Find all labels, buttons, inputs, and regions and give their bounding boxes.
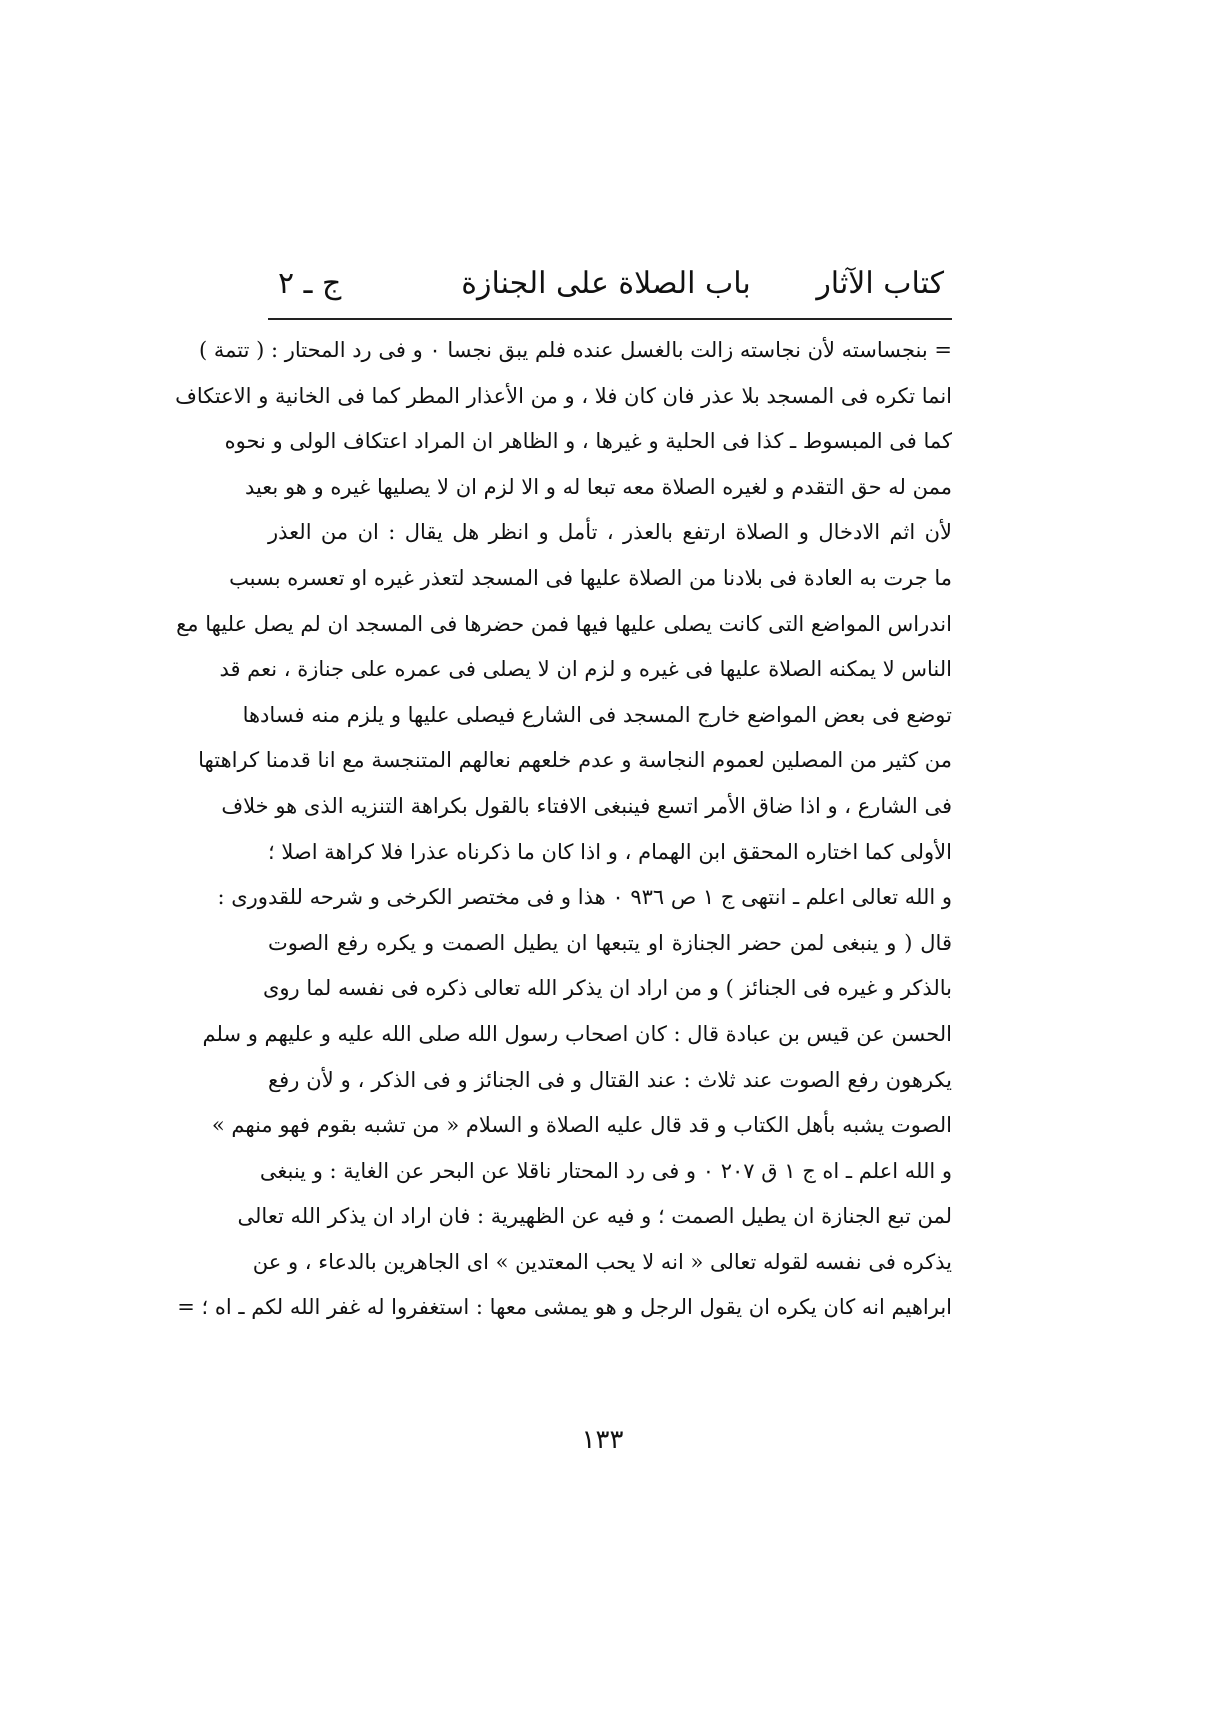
text-line: فى الشارع ، و اذا ضاق الأمر اتسع فينبغى الافتاء بالقول بكراهة التنزيه الذى هو خلاف xyxy=(221,793,952,818)
text-line: و الله اعلم ـ اه ج ١ ق ٢٠٧ ٠ و فى رد المحتار ناقلا عن البحر عن الغاية : و ينبغى xyxy=(259,1158,952,1183)
chapter-title: باب الصلاة على الجنازة xyxy=(461,266,751,301)
volume-label: ج ـ ٢ xyxy=(278,266,342,301)
text-line: انما تكره فى المسجد بلا عذر فان كان فلا ، و من الأعذار المطر كما فى الخانية و الاعتكاف xyxy=(175,383,952,408)
body-text xyxy=(175,328,952,1331)
text-line: يكرهون رفع الصوت عند ثلاث : عند القتال و فى الجنائز و فى الذكر ، و لأن رفع xyxy=(268,1067,952,1092)
text-line: = بنجساسته لأن نجاسته زالت بالغسل عنده فلم يبق نجسا ٠ و فى رد المحتار : ( تتمة ) xyxy=(198,338,952,362)
text-line: توضع فى بعض المواضع خارج المسجد فى الشارع فيصلى عليها و يلزم منه فسادها xyxy=(242,702,952,727)
text-line: الناس لا يمكنه الصلاة عليها فى غيره و لزم ان لا يصلى فى عمره على جنازة ، نعم قد xyxy=(219,657,952,682)
text-line: ممن له حق التقدم و لغيره الصلاة معه تبعا له و الا لزم ان لا يصليها غيره و هو بعيد xyxy=(244,474,952,499)
text-line: الحسن عن قيس بن عبادة قال : كان اصحاب رسول الله صلى الله عليه و عليهم و سلم xyxy=(202,1021,952,1046)
text-line: من كثير من المصلين لعموم النجاسة و عدم خلعهم نعالهم المتنجسة مع انا قدمنا كراهتها xyxy=(198,748,952,773)
text-line: قال ( و ينبغى لمن حضر الجنازة او يتبعها ان يطيل الصمت و يكره رفع الصوت xyxy=(268,930,952,955)
page-number: ١٣٣ xyxy=(581,1425,624,1455)
text-line: الأولى كما اختاره المحقق ابن الهمام ، و اذا كان ما ذكرناه عذرا فلا كراهة اصلا ؛ xyxy=(268,839,952,864)
text-line: بالذكر و غيره فى الجنائز ) و من اراد ان يذكر الله تعالى ذكره فى نفسه لما روى xyxy=(262,976,952,1001)
text-line: يذكره فى نفسه لقوله تعالى « انه لا يحب المعتدين » اى الجاهرين بالدعاء ، و عن xyxy=(252,1249,952,1274)
text-line: ابراهيم انه كان يكره ان يقول الرجل و هو يمشى معها : استغفروا له غفر الله لكم ـ اه ؛ = xyxy=(177,1295,952,1320)
text-line: ما جرت به العادة فى بلادنا من الصلاة عليها فى المسجد لتعذر غيره او تعسره بسبب xyxy=(229,565,952,590)
text-line: كما فى المبسوط ـ كذا فى الحلية و غيرها ، و الظاهر ان المراد اعتكاف الولى و نحوه xyxy=(224,429,952,454)
running-header xyxy=(268,262,944,312)
text-line: لأن اثم الادخال و الصلاة ارتفع بالعذر ، تأمل و انظر هل يقال : ان من العذر xyxy=(268,520,952,545)
text-line: الصوت يشبه بأهل الكتاب و قد قال عليه الصلاة و السلام « من تشبه بقوم فهو منهم » xyxy=(211,1113,952,1138)
text-line: لمن تبع الجنازة ان يطيل الصمت ؛ و فيه عن الظهيرية : فان اراد ان يذكر الله تعالى xyxy=(237,1204,952,1229)
header-rule xyxy=(268,318,952,320)
text-line: اندراس المواضع التى كانت يصلى عليها فيها فمن حضرها فى المسجد ان لم يصل عليها مع xyxy=(176,611,952,636)
text-line: و الله تعالى اعلم ـ انتهى ج ١ ص ٩٣٦ ٠ هذا و فى مختصر الكرخى و شرحه للقدورى : xyxy=(217,885,952,910)
book-title: كتاب الآثار xyxy=(816,266,944,301)
